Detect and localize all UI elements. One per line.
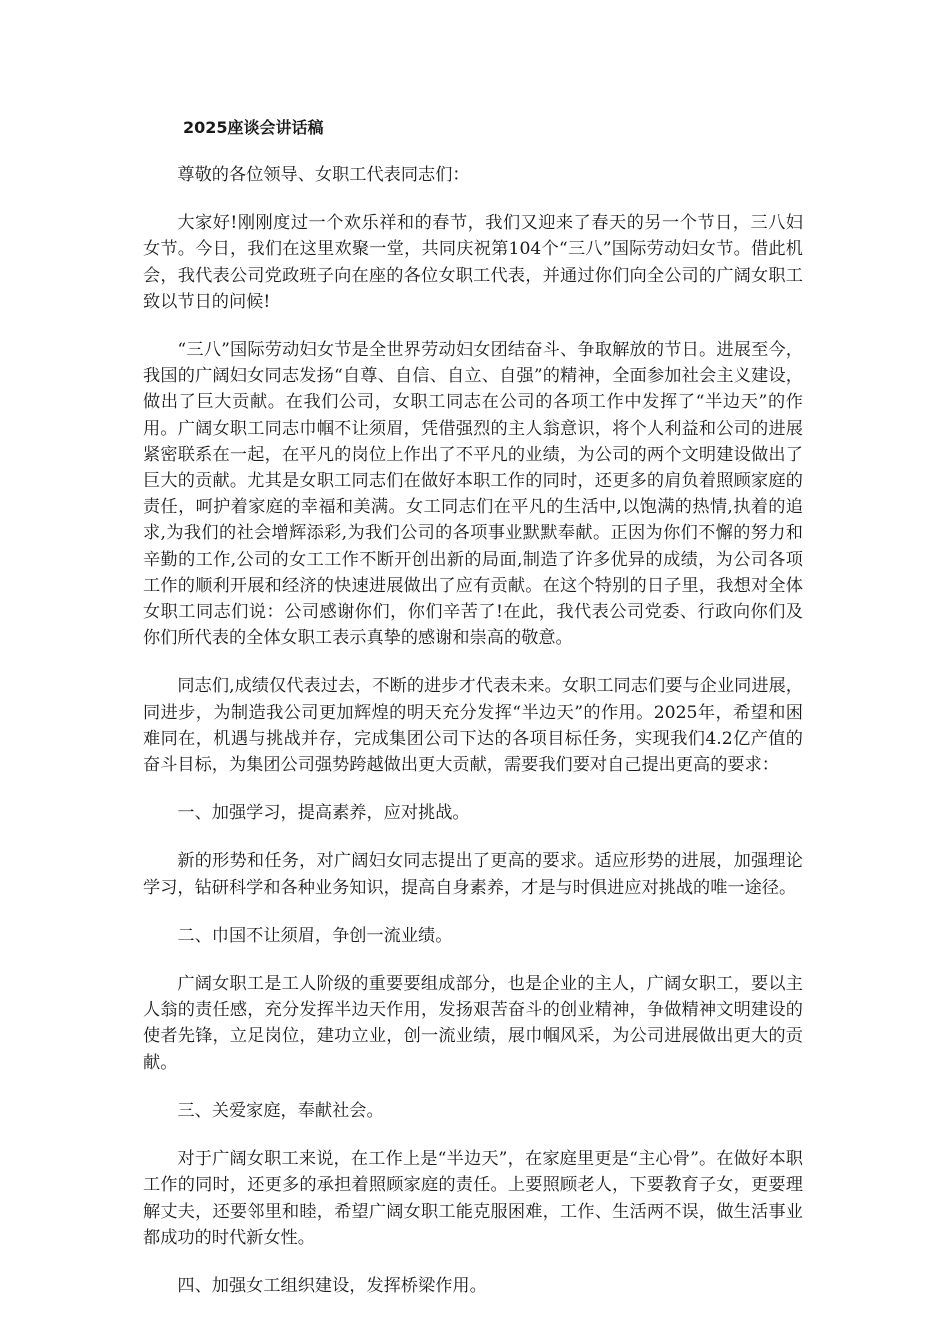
paragraph-section-3: 对于广阔女职工来说，在工作上是“半边天”，在家庭里更是“主心骨”。在做好本职工作的同时，还更多的承担着照顾家庭的责任。上要照顾老人，下要教育子女，更要理解丈夫，还要邻里和睦，希望广阔女职工能克服困难，工作、生活两不误，做生活事业都成功的时代新女性。 [143,1149,803,1248]
document-body [143,116,803,1299]
paragraph-comrades: 同志们,成绩仅代表过去，不断的进步才代表未来。女职工同志们要与企业同进展，同进步，为制造我公司更加辉煌的明天充分发挥“半边天”的作用。2025年，希望和困难同在，机遇与挑战并存，完成集团公司下达的各项目标任务，实现我们4.2亿产值的奋斗目标，为集团公司强势跨越做出更大贡献，需要我们要对自己提出更高的要求： [143,676,803,776]
paragraph-womens-day: “三八”国际劳动妇女节是全世界劳动妇女团结奋斗、争取解放的节日。进展至今，我国的广阔妇女同志发扬“自尊、自信、自立、自强”的精神，全面参加社会主义建设，做出了巨大贡献。在我们公司，女职工同志在公司的各项工作中发挥了“半边天”的作用。广阔女职工同志巾帼不让须眉，凭借强烈的主人翁意识，将个人利益和公司的进展紧密联系在一起，在平凡的岗位上作出了不平凡的业绩，为公司的两个文明建设做出了巨大的贡献。尤其是女职工同志们在做好本职工作的同时，还更多的肩负着照顾家庭的责任，呵护着家庭的幸福和美满。女工同志们在平凡的生活中,以饱满的热情,执着的追求,为我们的社会增辉添彩,为我们公司的各项事业默默奉献。正因为你们不懈的努力和辛勤的工作,公司的女工工作不断开创出新的局面,制造了许多优异的成绩，为公司各项工作的顺利开展和经济的快速进展做出了应有贡献。在这个特别的日子里，我想对全体女职工同志们说：公司感谢你们，你们辛苦了!在此，我代表公司党委、行政向你们及你们所代表的全体女职工表示真挚的感谢和崇高的敬意。 [143,340,803,649]
paragraph-section-2: 广阔女职工是工人阶级的重要要组成部分，也是企业的主人，广阔女职工，要以主人翁的责任感，充分发挥半边天作用，发扬艰苦奋斗的创业精神，争做精神文明建设的使者先锋，立足岗位，建功立业，创一流业绩，展巾帼风采，为公司进展做出更大的贡献。 [143,974,803,1073]
section-heading-1: 一、加强学习，提高素养，应对挑战。 [177,803,470,824]
paragraph-section-1: 新的形势和任务，对广阔妇女同志提出了更高的要求。适应形势的进展，加强理论学习，钻研科学和各种业务知识，提高自身素养，才是与时俱进应对挑战的唯一途径。 [143,851,803,898]
section-heading-4: 四、加强女工组织建设，发挥桥梁作用。 [177,1275,487,1296]
section-heading-3: 三、关爱家庭，奉献社会。 [177,1100,384,1121]
document-title: 2025座谈会讲话稿 [183,118,324,137]
paragraph-greeting: 大家好!刚刚度过一个欢乐祥和的春节，我们又迎来了春天的另一个节日，三八妇女节。今日，我们在这里欢聚一堂，共同庆祝第104个“三八”国际劳动妇女节。借此机会，我代表公司党政班子向在座的各位女职工代表，并通过你们向全公司的广阔女职工致以节日的问候! [143,213,803,312]
section-heading-2: 二、巾国不让须眉，争创一流业绩。 [177,925,453,946]
salutation: 尊敬的各位领导、女职工代表同志们： [177,165,470,185]
